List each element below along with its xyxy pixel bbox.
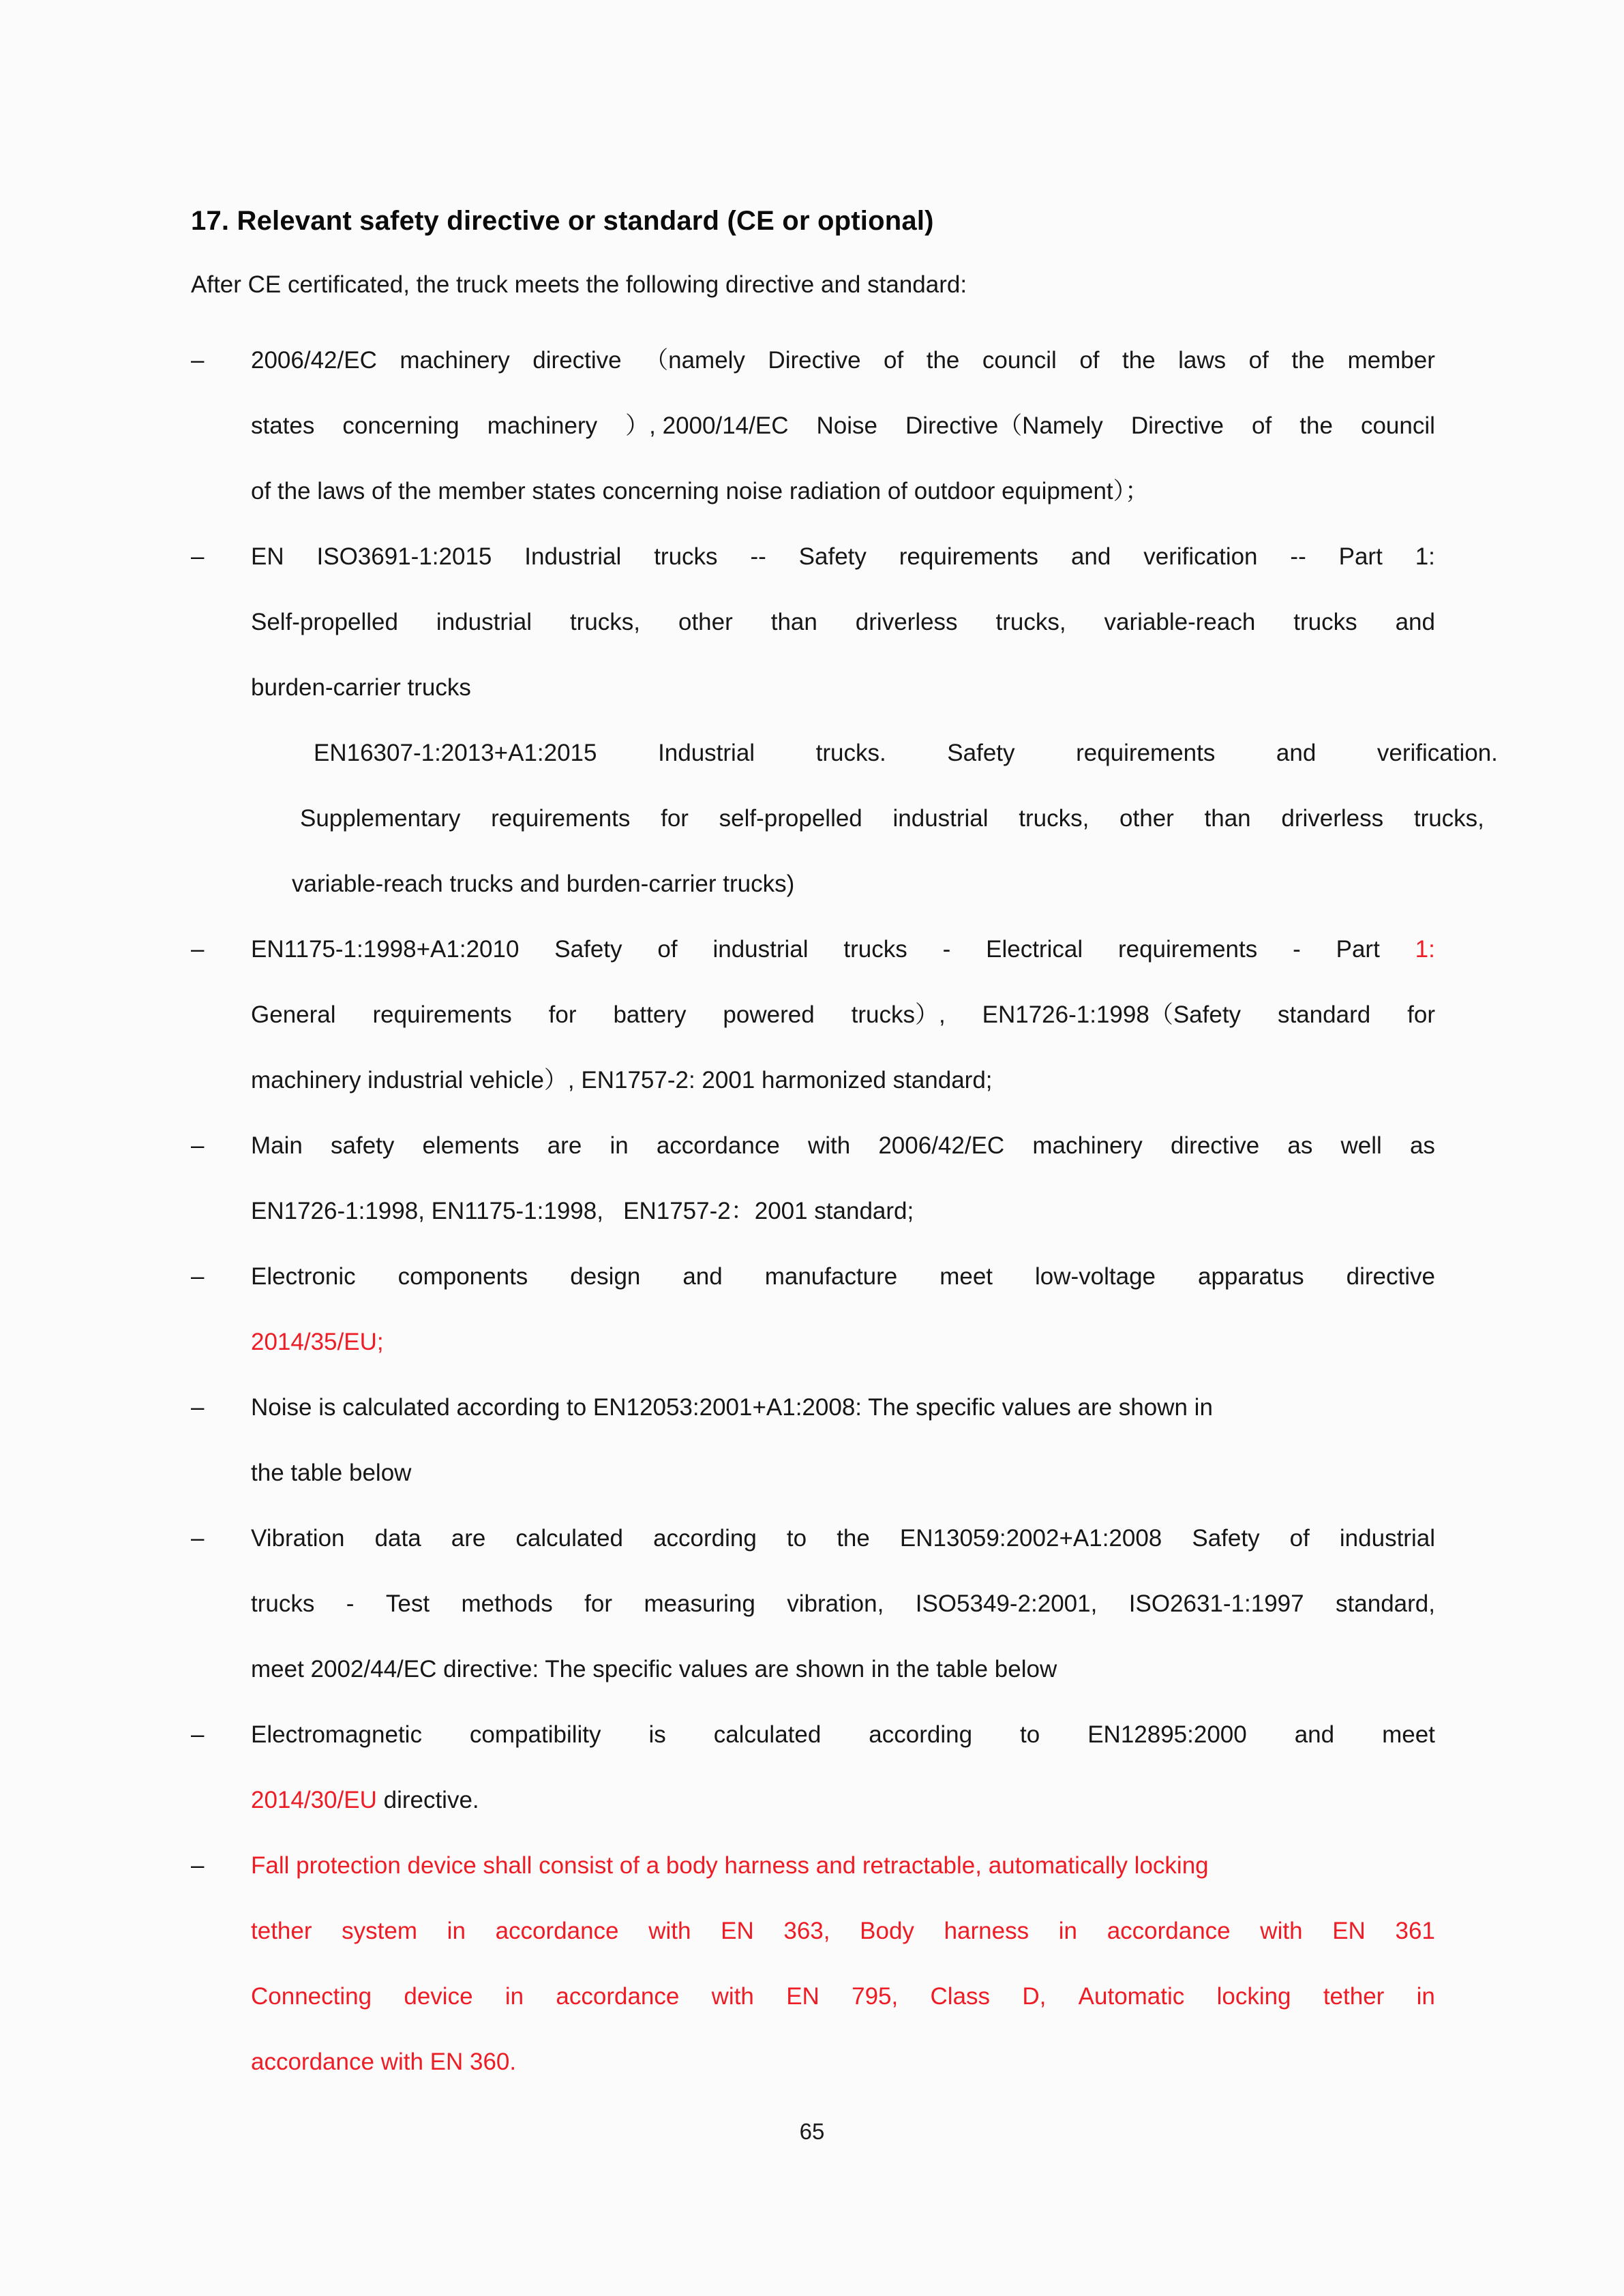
text-run: trucks <box>654 543 718 571</box>
text-run: accordance <box>656 1132 780 1160</box>
text-run: council <box>1360 412 1435 440</box>
text-run: - <box>942 936 951 963</box>
text-run: requirements <box>899 543 1039 571</box>
text-run: EN12895:2000 <box>1087 1721 1247 1749</box>
text-run: as <box>1287 1132 1313 1160</box>
highlighted-text: 2014/35/EU; <box>251 1329 384 1356</box>
text-run: to <box>786 1525 807 1552</box>
text-run: than <box>770 609 817 636</box>
text-run: the table below <box>251 1460 412 1487</box>
text-run: requirements <box>1117 936 1258 963</box>
text-run: EN16307-1:2013+A1:2015 <box>314 740 597 767</box>
text-run: industrial <box>712 936 809 963</box>
highlighted-text: tether <box>1323 1983 1385 2010</box>
highlighted-text: in <box>505 1983 524 2010</box>
text-run: -- <box>1290 543 1306 571</box>
bullet-dash-icon: – <box>191 1132 205 1160</box>
text-run: calculated <box>515 1525 624 1552</box>
text-run: the <box>1299 412 1333 440</box>
text-run: verification <box>1143 543 1258 571</box>
bullet-electronic-components <box>191 1244 1435 1375</box>
bullet-dash-icon: – <box>191 1525 205 1552</box>
text-run: and <box>1395 609 1435 636</box>
text-line <box>251 459 1435 524</box>
bullet-en1175 <box>191 917 1435 1113</box>
highlighted-text: 2014/30/EU <box>251 1787 377 1814</box>
highlighted-text: with <box>1260 1918 1303 1945</box>
text-run: of <box>1248 347 1269 374</box>
text-run: according <box>653 1525 757 1552</box>
text-line <box>251 1113 1435 1179</box>
text-run: concerning <box>342 412 460 440</box>
text-run: data <box>374 1525 421 1552</box>
text-run: trucks, <box>569 609 641 636</box>
text-run: laws <box>1178 347 1227 374</box>
text-run: member <box>1347 347 1435 374</box>
text-run: trucks, <box>1019 805 1089 832</box>
text-run: requirements <box>1076 740 1216 767</box>
bullet-dash-icon: – <box>191 347 205 374</box>
text-line <box>251 524 1435 590</box>
text-run: with <box>807 1132 851 1160</box>
text-run: and <box>1276 740 1317 767</box>
text-line <box>251 1440 1435 1506</box>
text-run: variable-reach <box>1104 609 1256 636</box>
text-run: for <box>584 1590 613 1618</box>
text-run: of <box>657 936 678 963</box>
highlighted-text: accordance <box>495 1918 619 1945</box>
text-run: requirements <box>491 805 631 832</box>
text-run: for <box>661 805 689 832</box>
text-run: Main <box>251 1132 303 1160</box>
bullet-2006-42-ec <box>191 328 1435 524</box>
text-run: other <box>678 609 733 636</box>
text-run: the <box>1122 347 1156 374</box>
highlighted-text: accordance <box>556 1983 680 2010</box>
text-run: trucks, <box>1413 805 1484 832</box>
text-run: council <box>982 347 1057 374</box>
text-run: ISO5349-2:2001, <box>915 1590 1098 1618</box>
text-run: safety <box>331 1132 395 1160</box>
text-run: the <box>926 347 960 374</box>
text-run: Safety <box>798 543 867 571</box>
text-run: trucks <box>1293 609 1357 636</box>
text-run: elements <box>422 1132 520 1160</box>
text-run: ISO2631-1:1997 <box>1128 1590 1304 1618</box>
page-content <box>191 205 1498 2095</box>
text-run: are <box>451 1525 486 1552</box>
text-run: 1: <box>1415 543 1435 571</box>
text-run: measuring <box>644 1590 755 1618</box>
highlighted-text: EN <box>1332 1918 1366 1945</box>
text-run: Test <box>385 1590 430 1618</box>
text-run: for <box>1407 1001 1435 1029</box>
text-run: Safety <box>554 936 622 963</box>
text-run: is <box>648 1721 666 1749</box>
text-run: Industrial <box>658 740 755 767</box>
highlighted-text: D, <box>1022 1983 1047 2010</box>
text-run: methods <box>461 1590 553 1618</box>
text-run: Part <box>1338 543 1383 571</box>
text-line <box>251 655 1435 721</box>
text-run: of <box>884 347 904 374</box>
text-run: Supplementary <box>300 805 461 832</box>
text-line <box>251 721 1498 786</box>
text-run: in <box>610 1132 629 1160</box>
text-line <box>251 917 1435 982</box>
text-run: standard, <box>1336 1590 1435 1618</box>
text-run: EN1726-1:1998（Safety <box>982 1001 1242 1029</box>
text-run: of <box>1252 412 1272 440</box>
highlighted-text: device <box>404 1983 473 2010</box>
text-run: other <box>1119 805 1174 832</box>
text-line <box>251 328 1435 393</box>
highlighted-text: 361 <box>1395 1918 1435 1945</box>
text-run: industrial <box>436 609 532 636</box>
text-run: ）, 2000/14/EC <box>625 412 789 440</box>
bullet-main-safety-elements <box>191 1113 1435 1244</box>
text-run: of <box>1289 1525 1310 1552</box>
text-run: 2006/42/EC <box>251 347 377 374</box>
text-run: for <box>548 1001 577 1029</box>
text-run: trucks <box>843 936 907 963</box>
text-line <box>251 1310 1435 1375</box>
text-line <box>251 393 1435 459</box>
text-run: directive <box>532 347 622 374</box>
bullet-dash-icon: – <box>191 1394 205 1421</box>
text-run: Safety <box>1192 1525 1260 1552</box>
text-run: machinery <box>1032 1132 1143 1160</box>
bullet-dash-icon: – <box>191 936 205 963</box>
text-run: meet 2002/44/EC directive: The specific values are shown in the table below <box>251 1656 1057 1683</box>
text-run: battery <box>613 1001 687 1029</box>
highlighted-text: Connecting <box>251 1983 372 2010</box>
text-run: according <box>869 1721 973 1749</box>
page-title: 17. Relevant safety directive or standard (CE or optional) <box>191 206 934 236</box>
text-run: to <box>1020 1721 1040 1749</box>
text-line <box>251 1833 1435 1899</box>
text-run: burden-carrier trucks <box>251 674 471 701</box>
highlighted-text: in <box>1416 1983 1435 2010</box>
text-run: and <box>682 1263 723 1290</box>
text-line <box>251 982 1435 1048</box>
highlighted-text: EN <box>721 1918 754 1945</box>
text-run: EN1726-1:1998, EN1175-1:1998, EN1757-2：2001 standard; <box>251 1198 914 1225</box>
text-run: directive. <box>376 1787 479 1814</box>
text-run: of the laws of the member states concerning noise radiation of outdoor equipment）； <box>251 478 1149 505</box>
bullet-dash-icon: – <box>191 1852 205 1879</box>
highlighted-text: locking <box>1216 1983 1291 2010</box>
text-run: Safety <box>947 740 1015 767</box>
text-run: trucks. <box>815 740 886 767</box>
text-run: - <box>1293 936 1301 963</box>
text-run: apparatus <box>1197 1263 1304 1290</box>
text-line <box>251 1179 1435 1244</box>
highlighted-text: in <box>1058 1918 1078 1945</box>
text-run: Industrial <box>524 543 622 571</box>
text-run: Electrical <box>986 936 1083 963</box>
highlighted-text: tether <box>251 1918 312 1945</box>
highlighted-text: Class <box>930 1983 991 2010</box>
bullet-emc <box>191 1702 1435 1833</box>
text-run: Noise <box>816 412 877 440</box>
text-run: compatibility <box>469 1721 601 1749</box>
text-line <box>251 1375 1435 1440</box>
text-line <box>251 1506 1435 1571</box>
text-run: than <box>1204 805 1251 832</box>
text-run: the <box>1291 347 1325 374</box>
bullet-dash-icon: – <box>191 543 205 571</box>
text-run: Directive（Namely <box>905 412 1103 440</box>
text-run: and <box>1294 1721 1335 1749</box>
text-run: EN13059:2002+A1:2008 <box>899 1525 1162 1552</box>
bullet-fall-protection <box>191 1833 1435 2095</box>
highlighted-text: in <box>447 1918 466 1945</box>
text-run: manufacture <box>764 1263 898 1290</box>
bullet-en-iso3691 <box>191 524 1435 721</box>
text-run: verification. <box>1377 740 1498 767</box>
text-line <box>251 1964 1435 2029</box>
text-line <box>251 1899 1435 1964</box>
text-run: machinery <box>400 347 510 374</box>
text-run: meet <box>939 1263 993 1290</box>
text-run: - <box>346 1590 355 1618</box>
text-run: Directive <box>768 347 861 374</box>
text-run: of <box>1079 347 1100 374</box>
highlighted-text: system <box>342 1918 418 1945</box>
text-run: self-propelled <box>719 805 862 832</box>
bullet-vibration <box>191 1506 1435 1702</box>
text-run: （namely <box>644 347 745 374</box>
text-run: standard <box>1277 1001 1371 1029</box>
text-run: directive <box>1170 1132 1260 1160</box>
bullet-noise <box>191 1375 1435 1506</box>
text-run: powered <box>723 1001 815 1029</box>
highlighted-text: Body <box>860 1918 914 1945</box>
text-run: are <box>547 1132 582 1160</box>
highlighted-text: Automatic <box>1078 1983 1185 2010</box>
text-run: states <box>251 412 315 440</box>
text-run: trucks <box>251 1590 315 1618</box>
text-run: EN <box>251 543 284 571</box>
text-run: EN1175-1:1998+A1:2010 <box>251 936 520 963</box>
text-run: driverless <box>1281 805 1384 832</box>
highlighted-text: with <box>711 1983 754 2010</box>
text-run: Noise is calculated according to EN12053:2001+A1:2008: The specific values are shown in <box>251 1394 1213 1421</box>
text-run: ISO3691-1:2015 <box>316 543 492 571</box>
highlighted-text: Fall protection device shall consist of a body harness and retractable, automatically locking <box>251 1852 1209 1879</box>
text-line <box>251 1048 1435 1113</box>
text-run: industrial <box>892 805 989 832</box>
text-run: the <box>837 1525 870 1552</box>
text-run: as <box>1409 1132 1435 1160</box>
bullet-dash-icon: – <box>191 1721 205 1749</box>
text-run: trucks, <box>995 609 1066 636</box>
text-run: machinery industrial vehicle）, EN1757-2: 2001 harmonized standard; <box>251 1067 993 1094</box>
highlighted-text: 363, <box>783 1918 830 1945</box>
highlighted-text: 1: <box>1415 936 1435 963</box>
standards-bullet-list <box>191 328 1498 2095</box>
text-line <box>251 851 1435 917</box>
text-run: 2006/42/EC <box>878 1132 1005 1160</box>
text-run: Part <box>1336 936 1380 963</box>
text-line <box>251 1768 1435 1833</box>
intro-paragraph: After CE certificated, the truck meets the following directive and standard: <box>191 271 967 298</box>
highlighted-text: accordance with EN 360. <box>251 2049 517 2076</box>
text-run: low-voltage <box>1034 1263 1156 1290</box>
highlighted-text: accordance <box>1107 1918 1231 1945</box>
text-run: well <box>1340 1132 1382 1160</box>
text-run: driverless <box>855 609 958 636</box>
text-run: industrial <box>1339 1525 1435 1552</box>
text-line <box>251 590 1435 655</box>
text-run: Directive <box>1130 412 1224 440</box>
bullet-dash-icon: – <box>191 1263 205 1290</box>
text-line <box>251 1244 1435 1310</box>
paragraph-en16307 <box>191 721 1498 917</box>
text-run: General <box>251 1001 336 1029</box>
text-run: trucks）, <box>851 1001 946 1029</box>
text-line <box>251 1571 1435 1637</box>
text-run: Electronic <box>251 1263 356 1290</box>
highlighted-text: 795, <box>852 1983 899 2010</box>
highlighted-text: EN <box>786 1983 819 2010</box>
text-run: machinery <box>487 412 598 440</box>
text-run: and <box>1070 543 1111 571</box>
text-line <box>251 2029 1435 2095</box>
text-line <box>251 786 1484 851</box>
text-run: components <box>397 1263 528 1290</box>
text-run: vibration, <box>787 1590 884 1618</box>
text-run: Self-propelled <box>251 609 398 636</box>
text-line <box>251 1702 1435 1768</box>
highlighted-text: harness <box>944 1918 1029 1945</box>
text-run: -- <box>750 543 766 571</box>
text-run: Vibration <box>251 1525 345 1552</box>
text-run: variable-reach trucks and burden-carrier trucks) <box>292 871 795 898</box>
highlighted-text: with <box>648 1918 691 1945</box>
text-run: calculated <box>713 1721 822 1749</box>
text-run: requirements <box>372 1001 512 1029</box>
text-run: Electromagnetic <box>251 1721 422 1749</box>
page-number: 65 <box>799 2119 825 2144</box>
text-run: design <box>570 1263 641 1290</box>
text-run: meet <box>1382 1721 1435 1749</box>
text-line <box>251 1637 1435 1702</box>
text-run: directive <box>1346 1263 1435 1290</box>
